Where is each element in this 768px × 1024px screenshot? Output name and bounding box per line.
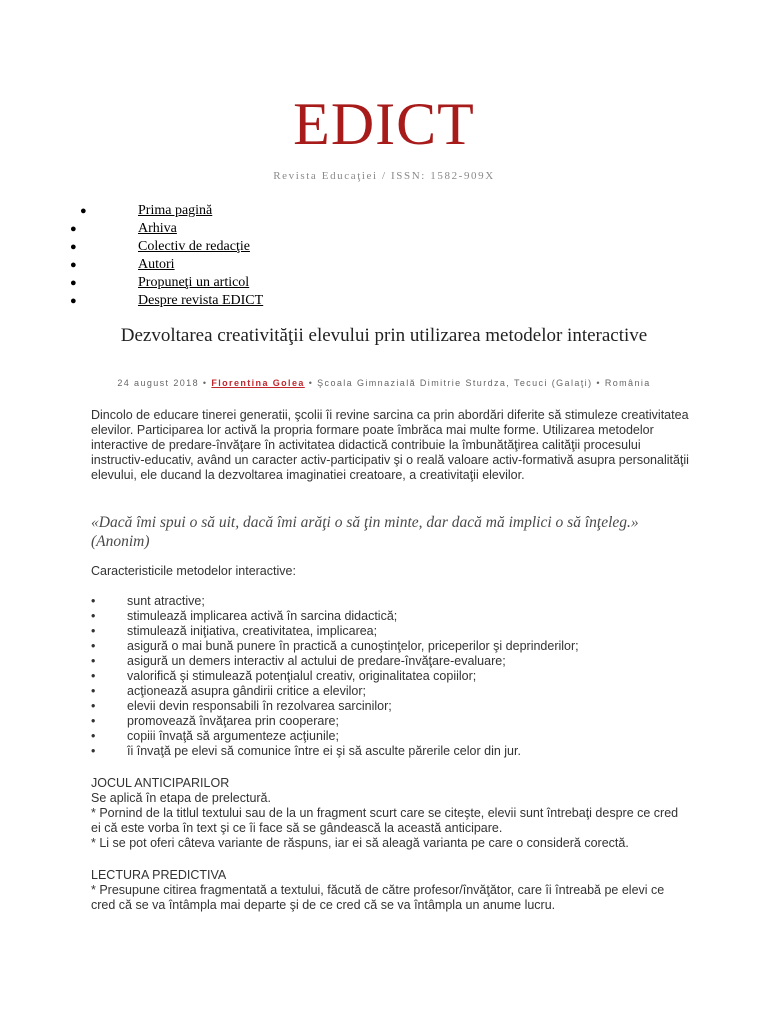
article-body bbox=[91, 408, 691, 913]
list-item bbox=[91, 714, 691, 729]
nav-link-prima-pagina[interactable]: Prima pagină bbox=[138, 203, 213, 218]
feature-text: asigură un demers interactiv al actului de predare-învăţare-evaluare; bbox=[127, 654, 506, 668]
feature-text: elevii devin responsabili în rezolvarea sarcinilor; bbox=[127, 699, 392, 713]
list-item bbox=[91, 594, 691, 609]
author-link[interactable]: Florentina Golea bbox=[211, 378, 305, 388]
site-logo[interactable]: EDICT bbox=[293, 91, 475, 157]
article-title: Dezvoltarea creativităţii elevului prin utilizarea metodelor interactive bbox=[120, 325, 648, 346]
feature-text: copiii învaţă să argumenteze acţiunile; bbox=[127, 729, 339, 743]
nav-item-prima-pagina bbox=[0, 202, 768, 220]
section-text: Se aplică în etapa de prelectură. bbox=[91, 791, 271, 805]
bullet-icon: • bbox=[91, 669, 96, 683]
section-heading: JOCUL ANTICIPARILOR bbox=[91, 776, 230, 790]
nav-link-arhiva[interactable]: Arhiva bbox=[138, 221, 177, 236]
features-heading: Caracteristicile metodelor interactive: bbox=[91, 564, 296, 578]
meta-separator: • bbox=[308, 378, 314, 388]
bullet-icon: ● bbox=[70, 259, 77, 271]
list-item bbox=[91, 624, 691, 639]
intro-text-1: Dincolo de educare tinerei generatii, şcolii îi revine sarcina ca prin abordări diferite să stimuleze creativitatea elevilor. Participarea lor activă la propria formare poate îmbrăca mai multe forme. bbox=[91, 408, 689, 437]
meta-separator: • bbox=[596, 378, 601, 388]
list-item bbox=[91, 744, 691, 759]
bullet-icon: ● bbox=[80, 205, 87, 217]
list-item bbox=[91, 684, 691, 699]
bullet-icon: • bbox=[91, 594, 96, 608]
bullet-icon: • bbox=[91, 639, 96, 653]
list-item bbox=[91, 699, 691, 714]
bullet-icon: • bbox=[91, 699, 96, 713]
nav-link-autori[interactable]: Autori bbox=[138, 257, 175, 272]
feature-text: valorifică şi stimulează potenţialul creativ, originalitatea copiilor; bbox=[127, 669, 477, 683]
nav-item-arhiva bbox=[0, 220, 768, 238]
list-item bbox=[91, 654, 691, 669]
feature-text: sunt atractive; bbox=[127, 594, 205, 608]
nav-item-propuneti bbox=[0, 274, 768, 292]
intro-paragraph bbox=[91, 408, 691, 483]
feature-text: îi învaţă pe elevi să comunice între ei şi să asculte părerile celor din jur. bbox=[127, 744, 521, 758]
feature-text: stimulează implicarea activă în sarcina didactică; bbox=[127, 609, 398, 623]
list-item bbox=[91, 669, 691, 684]
article-date: 24 august 2018 bbox=[117, 378, 199, 388]
nav-item-despre bbox=[0, 292, 768, 310]
bullet-icon: • bbox=[91, 654, 96, 668]
bullet-icon: ● bbox=[70, 277, 77, 289]
nav-item-colectiv bbox=[0, 238, 768, 256]
bullet-icon: • bbox=[91, 729, 96, 743]
article-meta bbox=[100, 378, 668, 389]
features-list bbox=[91, 594, 691, 759]
section-lectura-predictiva bbox=[91, 868, 691, 913]
bullet-icon: ● bbox=[70, 223, 77, 235]
site-tagline: Revista Educaţiei / ISSN: 1582-909X bbox=[273, 170, 495, 182]
article-quote: «Dacă îmi spui o să uit, dacă îmi arăţi o să ţin minte, dar dacă mă implici o să înţeleg.» (Anonim) bbox=[91, 514, 639, 550]
section-text: * Li se pot oferi câteva variante de răspuns, iar ei să aleagă varianta pe care o consideră corectă. bbox=[91, 836, 629, 850]
intro-text-2: Utilizarea metodelor interactive de predare-învăţare în activitatea didactică contribuie la îmbunătăţirea calităţii procesului instructiv-educativ, având un caracter activ-participativ şi o reală valoare activ-formativă asupra personalităţii elevului, ele ducand la dezvoltarea imaginatiei creatoare, a creativitaţii elevilor. bbox=[91, 423, 689, 482]
bullet-icon: • bbox=[91, 744, 96, 758]
list-item bbox=[91, 639, 691, 654]
article-school: Şcoala Gimnazială Dimitrie Sturdza, Tecuci (Galaţi) bbox=[317, 378, 593, 388]
nav-link-despre[interactable]: Despre revista EDICT bbox=[138, 293, 264, 308]
list-item bbox=[91, 609, 691, 624]
bullet-icon: • bbox=[91, 684, 96, 698]
feature-text: asigură o mai bună punere în practică a cunoştinţelor, priceperilor şi deprinderilor; bbox=[127, 639, 579, 653]
bullet-icon: ● bbox=[70, 295, 77, 307]
feature-text: acţionează asupra gândirii critice a elevilor; bbox=[127, 684, 367, 698]
section-text: * Pornind de la titlul textului sau de la un fragment scurt care se citeşte, elevii sunt întrebaţi despre ce cred ei că este vorba în text şi ce îi face să se gândească la această anticipare. bbox=[91, 806, 679, 835]
bullet-icon: • bbox=[91, 714, 96, 728]
nav-link-colectiv[interactable]: Colectiv de redacţie bbox=[138, 239, 250, 254]
feature-text: promovează învăţarea prin cooperare; bbox=[127, 714, 339, 728]
meta-separator: • bbox=[202, 378, 208, 388]
feature-text: stimulează iniţiativa, creativitatea, implicarea; bbox=[127, 624, 378, 638]
section-text: * Presupune citirea fragmentată a textului, făcută de către profesor/învăţător, care îi întreabă pe elevi ce cred că se va întâmpla mai departe şi de ce cred că se va întâmpla un anume lucru. bbox=[91, 883, 665, 912]
bullet-icon: • bbox=[91, 624, 96, 638]
list-item bbox=[91, 729, 691, 744]
section-jocul-anticiparilor bbox=[91, 776, 691, 851]
section-heading: LECTURA PREDICTIVA bbox=[91, 868, 227, 882]
main-nav bbox=[0, 202, 768, 310]
bullet-icon: ● bbox=[70, 241, 77, 253]
article-country: România bbox=[604, 378, 651, 388]
bullet-icon: • bbox=[91, 609, 96, 623]
nav-item-autori bbox=[0, 256, 768, 274]
nav-link-propuneti[interactable]: Propuneţi un articol bbox=[138, 275, 250, 290]
